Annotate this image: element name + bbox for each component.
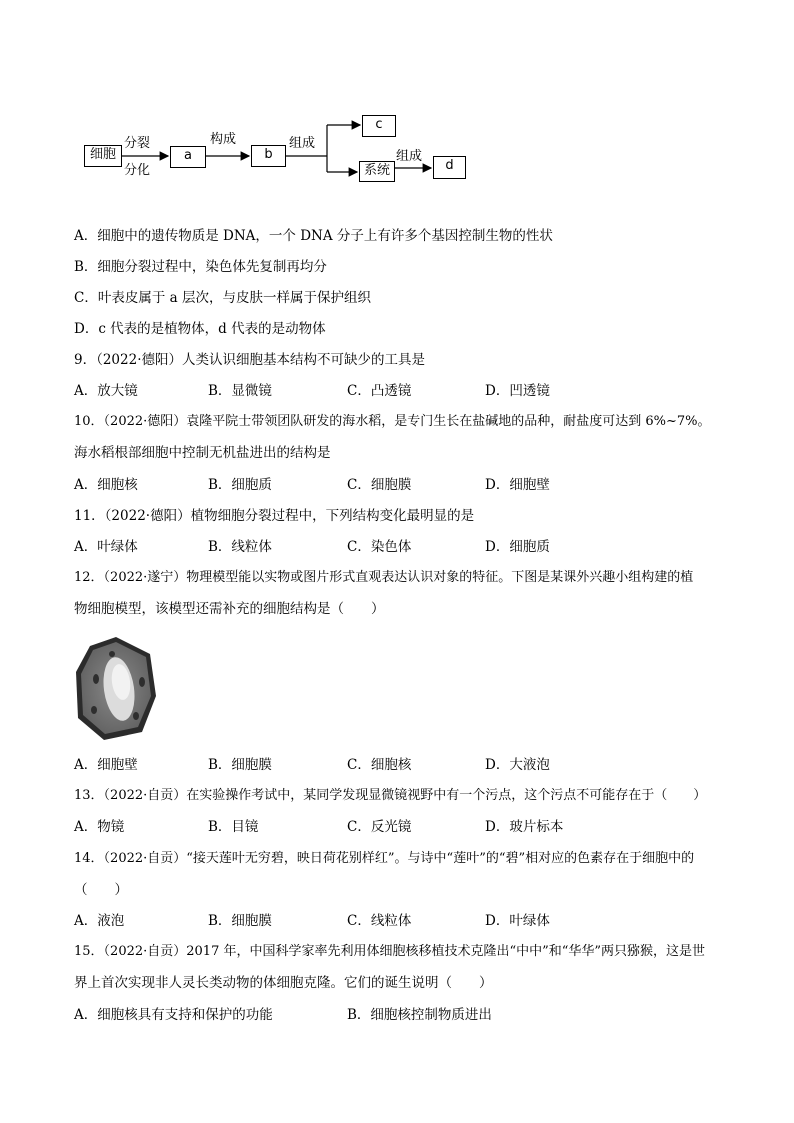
q12-option-d: D．大液泡 xyxy=(485,757,550,773)
q11-option-a: A．叶绿体 xyxy=(74,539,138,555)
q13-stem: 13．（2022·自贡）在实验操作考试中，某同学发现显微镜视野中有一个污点，这个污点不可能存在于（ ） xyxy=(74,788,707,803)
q12-stem-line1: 12．（2022·遂宁）物理模型能以实物或图片形式直观表达认识对象的特征。下图是某课外兴趣小组构建的植 xyxy=(74,570,694,585)
q10-option-b: B．细胞质 xyxy=(208,477,272,493)
q12-option-c: C．细胞核 xyxy=(347,757,412,773)
q9-stem: 9．（2022·德阳）人类认识细胞基本结构不可缺少的工具是 xyxy=(74,352,425,368)
q14-stem-line1: 14．（2022·自贡）“接天莲叶无穷碧，映日荷花别样红”。与诗中“莲叶”的“碧”相对应的色素存在于细胞中的 xyxy=(74,851,695,866)
flow-arrows xyxy=(0,0,794,200)
q15-stem-line1: 15．（2022·自贡）2017 年，中国科学家率先利用体细胞核移植技术克隆出“中中”和“华华”两只猕猴，这是世 xyxy=(74,944,706,959)
q13-option-c: C．反光镜 xyxy=(347,819,412,835)
q10-stem-line1: 10．（2022·德阳）袁隆平院士带领团队研发的海水稻，是专门生长在盐碱地的品种，耐盐度可达到 6%~7%。 xyxy=(74,414,711,429)
d-box: d xyxy=(433,156,466,179)
q8-option-c: C．叶表皮属于 a 层次，与皮肤一样属于保护组织 xyxy=(74,290,371,306)
q10-option-d: D．细胞壁 xyxy=(485,477,550,493)
q9-option-c: C．凸透镜 xyxy=(347,383,412,399)
q12-option-a: A．细胞壁 xyxy=(74,757,138,773)
q14-option-c: C．线粒体 xyxy=(347,913,412,929)
system-box: 系统 xyxy=(359,161,395,182)
q11-option-c: C．染色体 xyxy=(347,539,412,555)
q9-option-b: B．显微镜 xyxy=(208,383,272,399)
q14-option-a: A．液泡 xyxy=(74,913,125,929)
b-box: b xyxy=(251,145,286,167)
q9-option-a: A．放大镜 xyxy=(74,383,138,399)
q13-option-d: D．玻片标本 xyxy=(485,819,564,835)
q10-option-c: C．细胞膜 xyxy=(347,477,412,493)
q14-stem-line2: （ ） xyxy=(74,882,128,898)
q9-option-d: D．凹透镜 xyxy=(485,383,550,399)
q10-option-a: A．细胞核 xyxy=(74,477,138,493)
q11-stem: 11．（2022·德阳）植物细胞分裂过程中，下列结构变化最明显的是 xyxy=(74,508,475,524)
q15-option-a: A．细胞核具有支持和保护的功能 xyxy=(74,1007,273,1023)
split-label: 分裂 xyxy=(124,136,151,151)
q14-option-b: B．细胞膜 xyxy=(208,913,272,929)
q12-option-b: B．细胞膜 xyxy=(208,757,272,773)
q8-option-a: A．细胞中的遗传物质是 DNA，一个 DNA 分子上有许多个基因控制生物的性状 xyxy=(74,228,553,244)
plant-cell-model-image xyxy=(72,634,162,744)
q10-stem-line2: 海水稻根部细胞中控制无机盐进出的结构是 xyxy=(74,445,331,461)
q15-option-b: B．细胞核控制物质进出 xyxy=(347,1007,492,1023)
cell-box: 细胞 xyxy=(84,145,122,167)
q13-option-a: A．物镜 xyxy=(74,819,125,835)
a-box: a xyxy=(170,146,206,168)
q11-option-b: B．线粒体 xyxy=(208,539,272,555)
q13-option-b: B．目镜 xyxy=(208,819,259,835)
compose-label-2: 组成 xyxy=(396,149,423,164)
differentiate-label: 分化 xyxy=(124,163,151,178)
q8-option-b: B．细胞分裂过程中，染色体先复制再均分 xyxy=(74,259,327,275)
c-box: c xyxy=(362,115,396,137)
q8-option-d: D．c 代表的是植物体，d 代表的是动物体 xyxy=(74,321,326,337)
compose-label-1: 组成 xyxy=(289,136,316,151)
constitute-label: 构成 xyxy=(210,132,237,147)
q12-stem-line2: 物细胞模型，该模型还需补充的细胞结构是（ ） xyxy=(74,601,385,617)
q15-stem-line2: 界上首次实现非人灵长类动物的体细胞克隆。它们的诞生说明（ ） xyxy=(74,975,493,991)
q14-option-d: D．叶绿体 xyxy=(485,913,550,929)
q11-option-d: D．细胞质 xyxy=(485,539,550,555)
